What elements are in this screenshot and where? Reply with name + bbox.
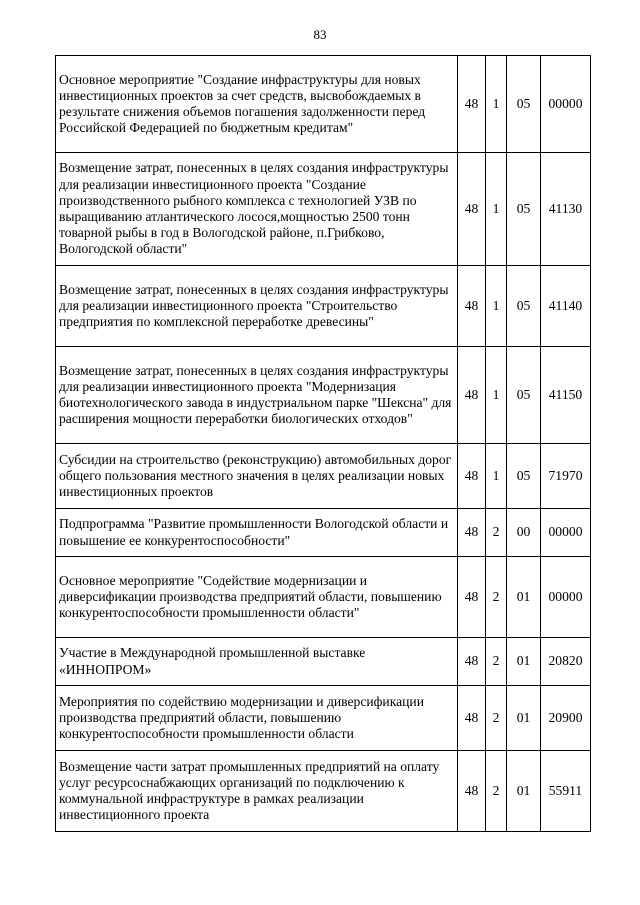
row-name-cell: Возмещение части затрат промышленных предприятий на оплату услуг ресурсоснабжающих организаций по подключению к коммунальной инфраструктуре в рамках реализации инвестиционного проекта — [56, 751, 458, 832]
subprogram-code-cell: 05 — [507, 153, 541, 266]
ministry-code-cell: 48 — [458, 638, 486, 686]
subprogram-code-cell: 05 — [507, 56, 541, 153]
ministry-code-cell: 48 — [458, 557, 486, 638]
row-name-cell: Участие в Международной промышленной выставке «ИННОПРОМ» — [56, 638, 458, 686]
direction-code-cell: 00000 — [541, 557, 591, 638]
table-row — [56, 751, 591, 832]
row-name-cell: Возмещение затрат, понесенных в целях создания инфраструктуры для реализации инвестиционного проекта "Создание производственного рыбного комплекса с технологией УЗВ по выращиванию атлантического лосося,мощностью 2500 тонн товарной рыбы в год в Вологодской районе, п.Грибково, Вологодской области" — [56, 153, 458, 266]
direction-code-cell: 41130 — [541, 153, 591, 266]
direction-code-cell: 00000 — [541, 56, 591, 153]
table-row — [56, 153, 591, 266]
program-code-cell: 1 — [486, 56, 507, 153]
page-number: 83 — [313, 27, 327, 42]
row-name-cell: Субсидии на строительство (реконструкцию) автомобильных дорог общего пользования местного значения в целях реализации новых инвестиционных проектов — [56, 444, 458, 509]
program-code-cell: 1 — [486, 444, 507, 509]
row-name-cell: Основное мероприятие "Содействие модернизации и диверсификации производства предприятий области, повышению конкурентоспособности промышленности области" — [56, 557, 458, 638]
program-code-cell: 1 — [486, 153, 507, 266]
row-name-cell: Возмещение затрат, понесенных в целях создания инфраструктуры для реализации инвестиционного проекта "Строительство предприятия по комплексной переработке древесины" — [56, 266, 458, 347]
table-row — [56, 557, 591, 638]
direction-code-cell: 00000 — [541, 509, 591, 557]
subprogram-code-cell: 05 — [507, 347, 541, 444]
subprogram-code-cell: 00 — [507, 509, 541, 557]
ministry-code-cell: 48 — [458, 56, 486, 153]
table-row — [56, 638, 591, 686]
ministry-code-cell: 48 — [458, 347, 486, 444]
budget-table — [55, 55, 591, 832]
subprogram-code-cell: 01 — [507, 557, 541, 638]
program-code-cell: 1 — [486, 347, 507, 444]
ministry-code-cell: 48 — [458, 266, 486, 347]
direction-code-cell: 20820 — [541, 638, 591, 686]
row-name-cell: Возмещение затрат, понесенных в целях создания инфраструктуры для реализации инвестиционного проекта "Модернизация биотехнологического завода в индустриальном парке "Шексна" для расширения мощности переработки биологических отходов" — [56, 347, 458, 444]
subprogram-code-cell: 01 — [507, 638, 541, 686]
program-code-cell: 2 — [486, 686, 507, 751]
table-row — [56, 686, 591, 751]
ministry-code-cell: 48 — [458, 509, 486, 557]
budget-table-body — [56, 56, 591, 832]
program-code-cell: 1 — [486, 266, 507, 347]
table-row — [56, 444, 591, 509]
table-row — [56, 266, 591, 347]
ministry-code-cell: 48 — [458, 153, 486, 266]
subprogram-code-cell: 05 — [507, 444, 541, 509]
ministry-code-cell: 48 — [458, 444, 486, 509]
program-code-cell: 2 — [486, 638, 507, 686]
direction-code-cell: 20900 — [541, 686, 591, 751]
ministry-code-cell: 48 — [458, 751, 486, 832]
subprogram-code-cell: 01 — [507, 751, 541, 832]
direction-code-cell: 55911 — [541, 751, 591, 832]
row-name-cell: Основное мероприятие "Создание инфраструктуры для новых инвестиционных проектов за счет средств, высвобождаемых в результате снижения объемов погашения задолженности перед Российской Федерацией по бюджетным кредитам" — [56, 56, 458, 153]
subprogram-code-cell: 05 — [507, 266, 541, 347]
program-code-cell: 2 — [486, 509, 507, 557]
subprogram-code-cell: 01 — [507, 686, 541, 751]
table-row — [56, 347, 591, 444]
row-name-cell: Мероприятия по содействию модернизации и диверсификации производства предприятий области, повышению конкурентоспособности промышленности области — [56, 686, 458, 751]
program-code-cell: 2 — [486, 557, 507, 638]
direction-code-cell: 71970 — [541, 444, 591, 509]
direction-code-cell: 41140 — [541, 266, 591, 347]
row-name-cell: Подпрограмма "Развитие промышленности Вологодской области и повышение ее конкурентоспособности" — [56, 509, 458, 557]
ministry-code-cell: 48 — [458, 686, 486, 751]
direction-code-cell: 41150 — [541, 347, 591, 444]
table-row — [56, 56, 591, 153]
table-row — [56, 509, 591, 557]
program-code-cell: 2 — [486, 751, 507, 832]
